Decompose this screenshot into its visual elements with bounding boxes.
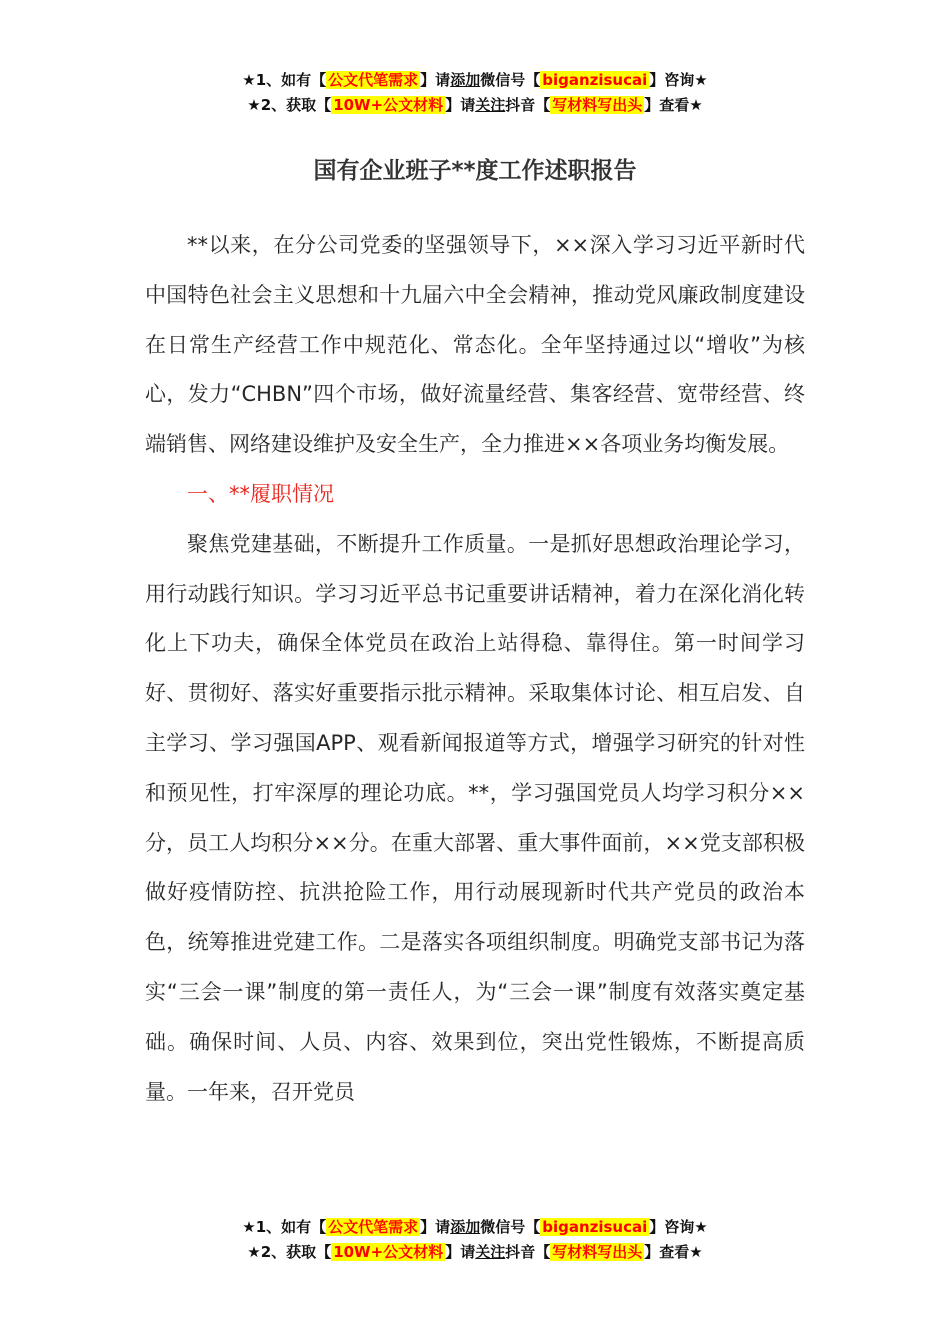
banner-line-2: ★2、获取【 10W+公文材料 】请关注抖音【 写材料写出头 】查看★ — [247, 96, 703, 114]
highlight-service: 公文代笔需求 — [328, 1218, 419, 1236]
highlight-wechat-id: biganzisucai — [542, 1218, 648, 1236]
header-banner — [0, 68, 950, 118]
banner-line-2: ★2、获取【 10W+公文材料 】请关注抖音【 写材料写出头 】查看★ — [247, 1243, 703, 1261]
footer-banner — [0, 1215, 950, 1265]
banner-line-1: ★1、如有【 公文代笔需求 】请添加微信号【 biganzisucai 】咨询★ — [242, 71, 708, 89]
highlight-wechat-id: biganzisucai — [542, 71, 648, 89]
section-heading-1: 一、**履职情况 — [187, 481, 334, 506]
highlight-materials: 10W+公文材料 — [333, 1243, 444, 1261]
section-1-paragraph: 聚焦党建基础，不断提升工作质量。一是抓好思想政治理论学习，用行动践行知识。学习习近平总书记重要讲话精神，着力在深化消化转化上下功夫，确保全体党员在政治上站得稳、靠得住。第一时间学习好、贯彻好、落实好重要指示批示精神。采取集体讨论、相互启发、自主学习、学习强国APP、观看新闻报道等方式，增强学习研究的针对性和预见性，打牢深厚的理论功底。**，学习强国党员人均学习积分××分，员工人均积分××分。在重大部署、重大事件面前，××党支部积极做好疫情防控、抗洪抢险工作，用行动展现新时代共产党员的政治本色，统筹推进党建工作。二是落实各项组织制度。明确党支部书记为落实“三会一课”制度的第一责任人，为“三会一课”制度有效落实奠定基础。确保时间、人员、内容、效果到位，突出党性锻炼，不断提高质量。一年来，召开党员 — [145, 531, 805, 1104]
banner-line-1: ★1、如有【 公文代笔需求 】请添加微信号【 biganzisucai 】咨询★ — [242, 1218, 708, 1236]
highlight-materials: 10W+公文材料 — [333, 96, 444, 114]
highlight-service: 公文代笔需求 — [328, 71, 419, 89]
highlight-douyin-id: 写材料写出头 — [552, 96, 643, 114]
intro-paragraph: **以来，在分公司党委的坚强领导下，××深入学习习近平新时代中国特色社会主义思想和十九届六中全会精神，推动党风廉政制度建设在日常生产经营工作中规范化、常态化。全年坚持通过以“增收”为核心，发力“CHBN”四个市场，做好流量经营、集客经营、宽带经营、终端销售、网络建设维护及安全生产，全力推进××各项业务均衡发展。 — [145, 233, 805, 457]
document-title: 国有企业班子**度工作述职报告 — [313, 158, 637, 184]
document-body — [145, 221, 805, 1117]
highlight-douyin-id: 写材料写出头 — [552, 1243, 643, 1261]
